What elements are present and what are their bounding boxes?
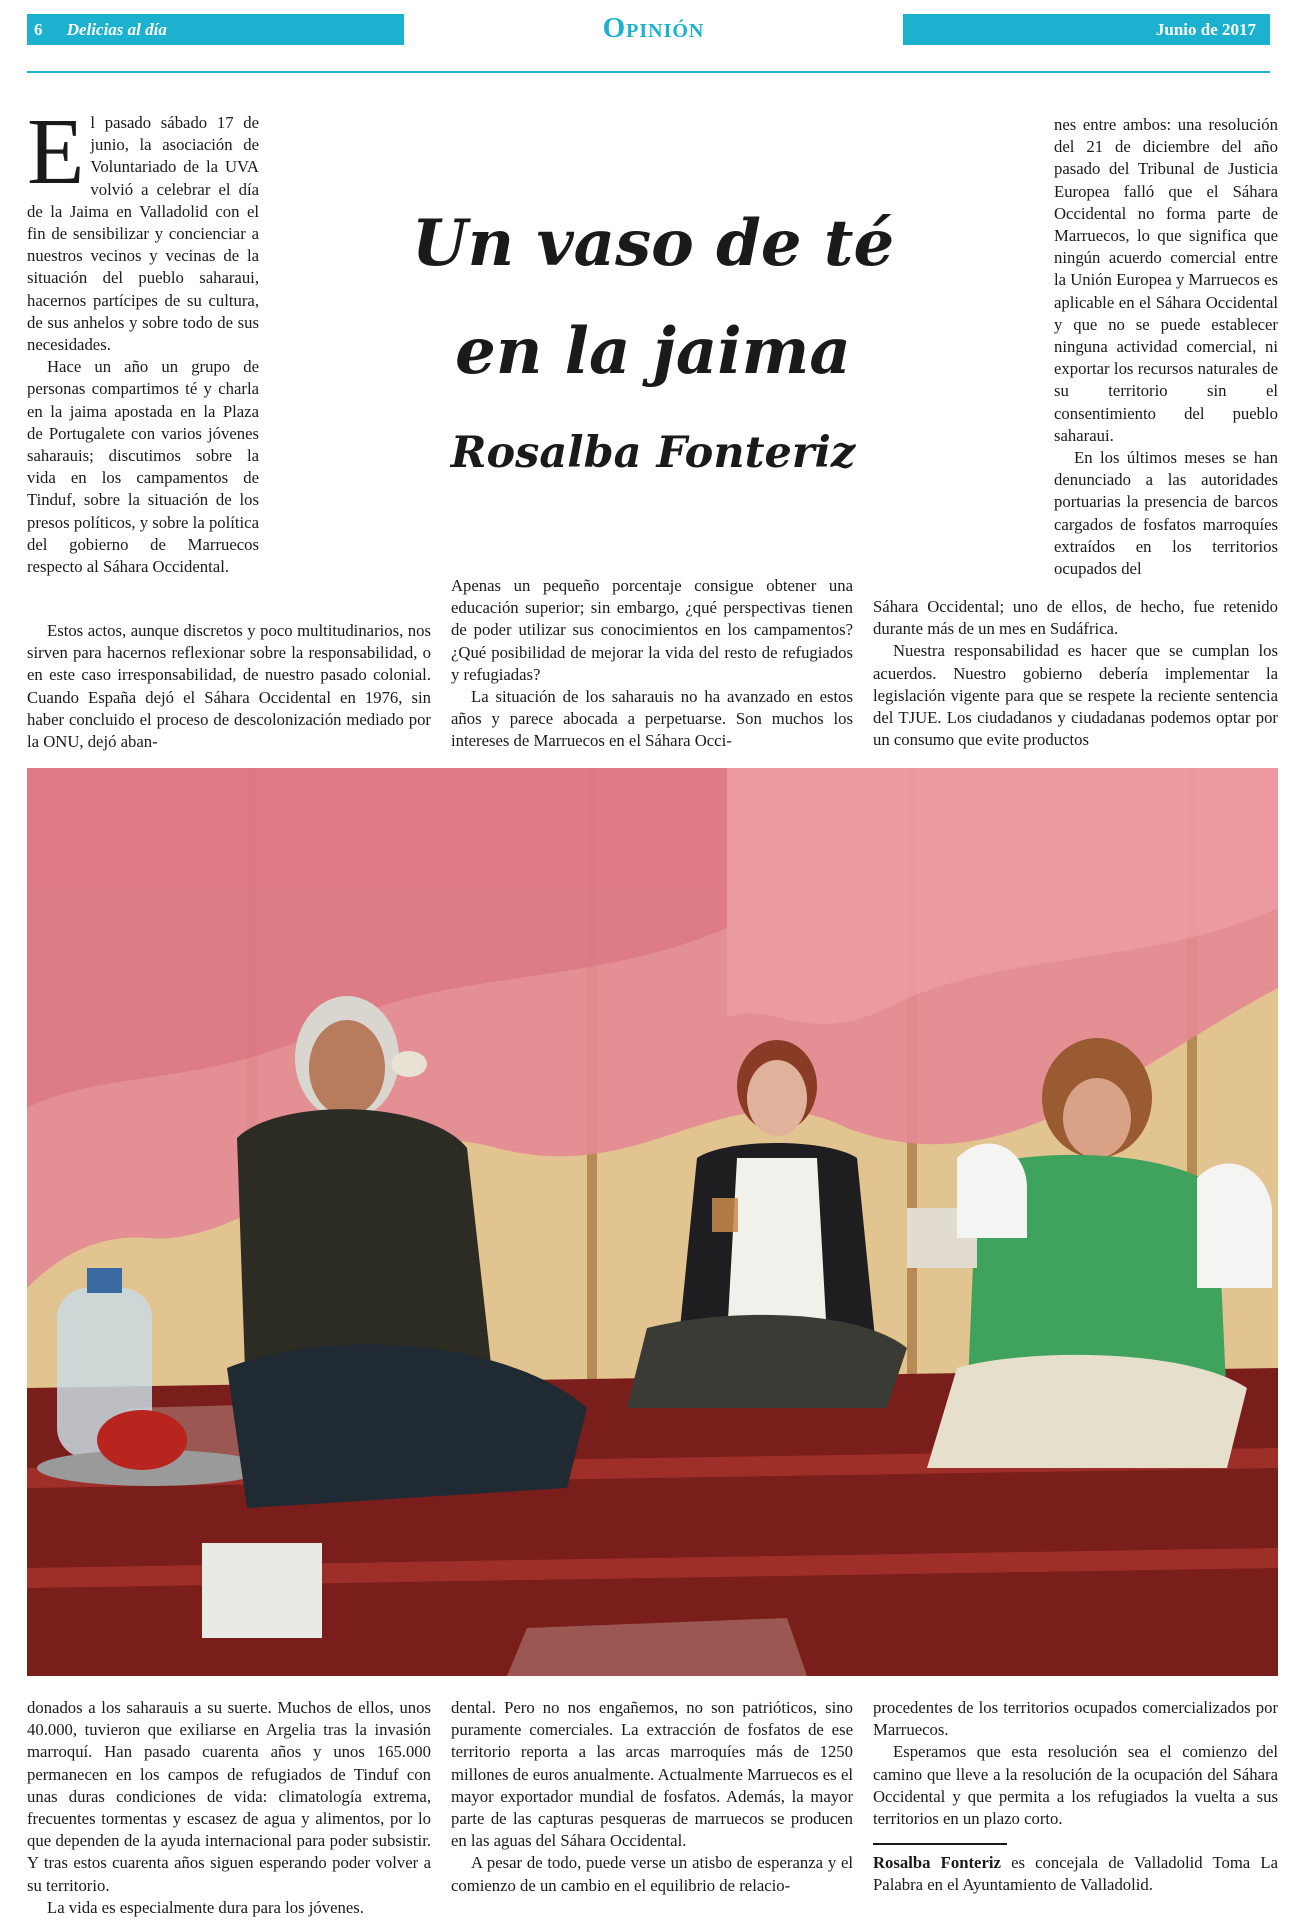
paragraph: Hace un año un grupo de personas compartimos té y charla en la jaima apostada en la Plaza de Portugalete con varios jóvenes saharauis; discutimos sobre la vida en los campamentos de Tinduf, sobre la situación de los presos políticos, y sobre la política del gobierno de Marruecos respecto al Sáhara Occidental. (27, 357, 259, 577)
paragraph: Esperamos que esta resolución sea el comienzo del camino que lleve a la resolución de la ocupación del Sáhara Occidental y que permita a los refugiados la vuelta a sus territorios en un plazo corto. (873, 1742, 1278, 1829)
signature-name: Rosalba Fonteriz (873, 1853, 1001, 1872)
paragraph-text: l pasado sábado 17 de junio, la asociación de Voluntariado de la UVA volvió a celebrar el día de la Jaima en Valladolid con el fin de sensibilizar y concienciar a nuestros vecinos y vecinas de la situación del pueblo saharaui, hacernos partícipes de su cultura, de sus anhelos y sobre todo de sus necesidades. (27, 113, 259, 355)
column-3-wide (873, 596, 1278, 751)
paragraph: Nuestra responsabilidad es hacer que se cumplan los acuerdos. Nuestro gobierno debería implementar la legislación vigente para que se respete la reciente sentencia del TJUE. Los ciudadanos y ciudadanas podemos optar por un consumo que evite productos (873, 641, 1278, 750)
paragraph: procedentes de los territorios ocupados comercializados por Marruecos. (873, 1698, 1278, 1740)
page-number: 6 (34, 20, 43, 39)
paragraph: nes entre ambos: una resolución del 21 de diciembre del año pasado del Tribunal de Justicia Europea falló que el Sáhara Occidental no forma parte de Marruecos, lo que significa que ningún acuerdo comercial entre la Unión Europea y Marruecos es aplicable en el Sáhara Occidental y que no se puede establecer ninguna actividad comercial, ni exportar los recursos naturales de su territorio sin el consentimiento del pueblo saharaui. (1054, 115, 1278, 445)
bottom-column-1 (27, 1697, 431, 1919)
author-byline: Rosalba Fonteriz (450, 428, 856, 478)
bottom-column-3 (873, 1697, 1278, 1830)
bottom-column-2 (451, 1697, 853, 1897)
paragraph: En los últimos meses se han denunciado a las autoridades portuarias la presencia de barcos cargados de fosfatos marroquíes extraídos en los territorios ocupados del (1054, 448, 1278, 579)
paragraph: Estos actos, aunque discretos y poco multitudinarios, nos sirven para hacernos reflexionar sobre la responsabilidad, o en este caso irresponsabilidad, de nuestro pasado colonial. Cuando España dejó el Sáhara Occidental en 1976, sin haber concluido el proceso de descolonización mediado por la ONU, dejó aban- (27, 621, 431, 752)
header-rule (27, 71, 1270, 73)
photo-jaima-tea (27, 768, 1278, 1676)
paragraph: Apenas un pequeño porcentaje consigue obtener una educación superior; sin embargo, ¿qué perspectivas tienen de poder utilizar sus conocimientos en los campamentos? ¿Qué posibilidad de mejorar la vida del resto de refugiados y refugiadas? (451, 576, 853, 684)
paragraph: La vida es especialmente dura para los jóvenes. (47, 1897, 364, 1917)
paragraph: La situación de los saharauis no ha avanzado en estos años y parece abocada a perpetuarse. Son muchos los intereses de Marruecos en el Sáhara Occi- (451, 687, 853, 751)
signature-rule (873, 1843, 1007, 1845)
title-line: Un vaso de té (411, 206, 895, 281)
paragraph (27, 100, 259, 356)
signature-text: es concejala de Valladolid Toma La Palabra en el Ayuntamiento de Valladolid. (873, 1853, 1278, 1895)
author-signature (873, 1852, 1278, 1896)
header-left-bar (27, 14, 404, 45)
photo-illustration (27, 768, 1278, 1676)
section-title: Opinión (602, 12, 705, 44)
paragraph: A pesar de todo, puede verse un atisbo de esperanza y el comienzo de un cambio en el equilibrio de relacio- (451, 1853, 853, 1895)
column-2-top (451, 575, 853, 753)
issue-date: Junio de 2017 (903, 14, 1270, 45)
drop-cap: E (27, 100, 85, 204)
title-line: en la jaima (455, 314, 851, 389)
paragraph: donados a los saharauis a su suerte. Muchos de ellos, unos 40.000, tuvieron que exiliarse en Argelia tras la invasión marroquí. Han pasado cuarenta años y unos 165.000 permanecen en los campos de refugiados de Tinduf con unas duras condiciones de vida: climatología extrema, frecuentes tormentas y escasez de agua y alimentos, por lo que dependen de la ayuda internacional para poder subsistir. Y tras estos cuarenta años siguen esperando poder volver a su territorio. (27, 1698, 431, 1895)
column-1-top (27, 100, 259, 578)
publication-name: Delicias al día (66, 20, 167, 39)
paragraph: dental. Pero no nos engañemos, no son patrióticos, sino puramente comerciales. La extracción de fosfatos de ese territorio reporta a las arcas marroquíes más de 1250 millones de euros anualmente. Actualmente Marruecos es el mayor exportador mundial de fosfatos. Además, la mayor parte de las capturas pesqueras de marruecos se producen en las aguas del Sáhara Occidental. (451, 1698, 853, 1851)
paragraph: Sáhara Occidental; uno de ellos, de hecho, fue retenido durante más de un mes en Sudáfrica. (873, 597, 1278, 639)
column-1-wide (27, 620, 431, 753)
column-3-top (1054, 114, 1278, 580)
article-title (270, 190, 1036, 406)
